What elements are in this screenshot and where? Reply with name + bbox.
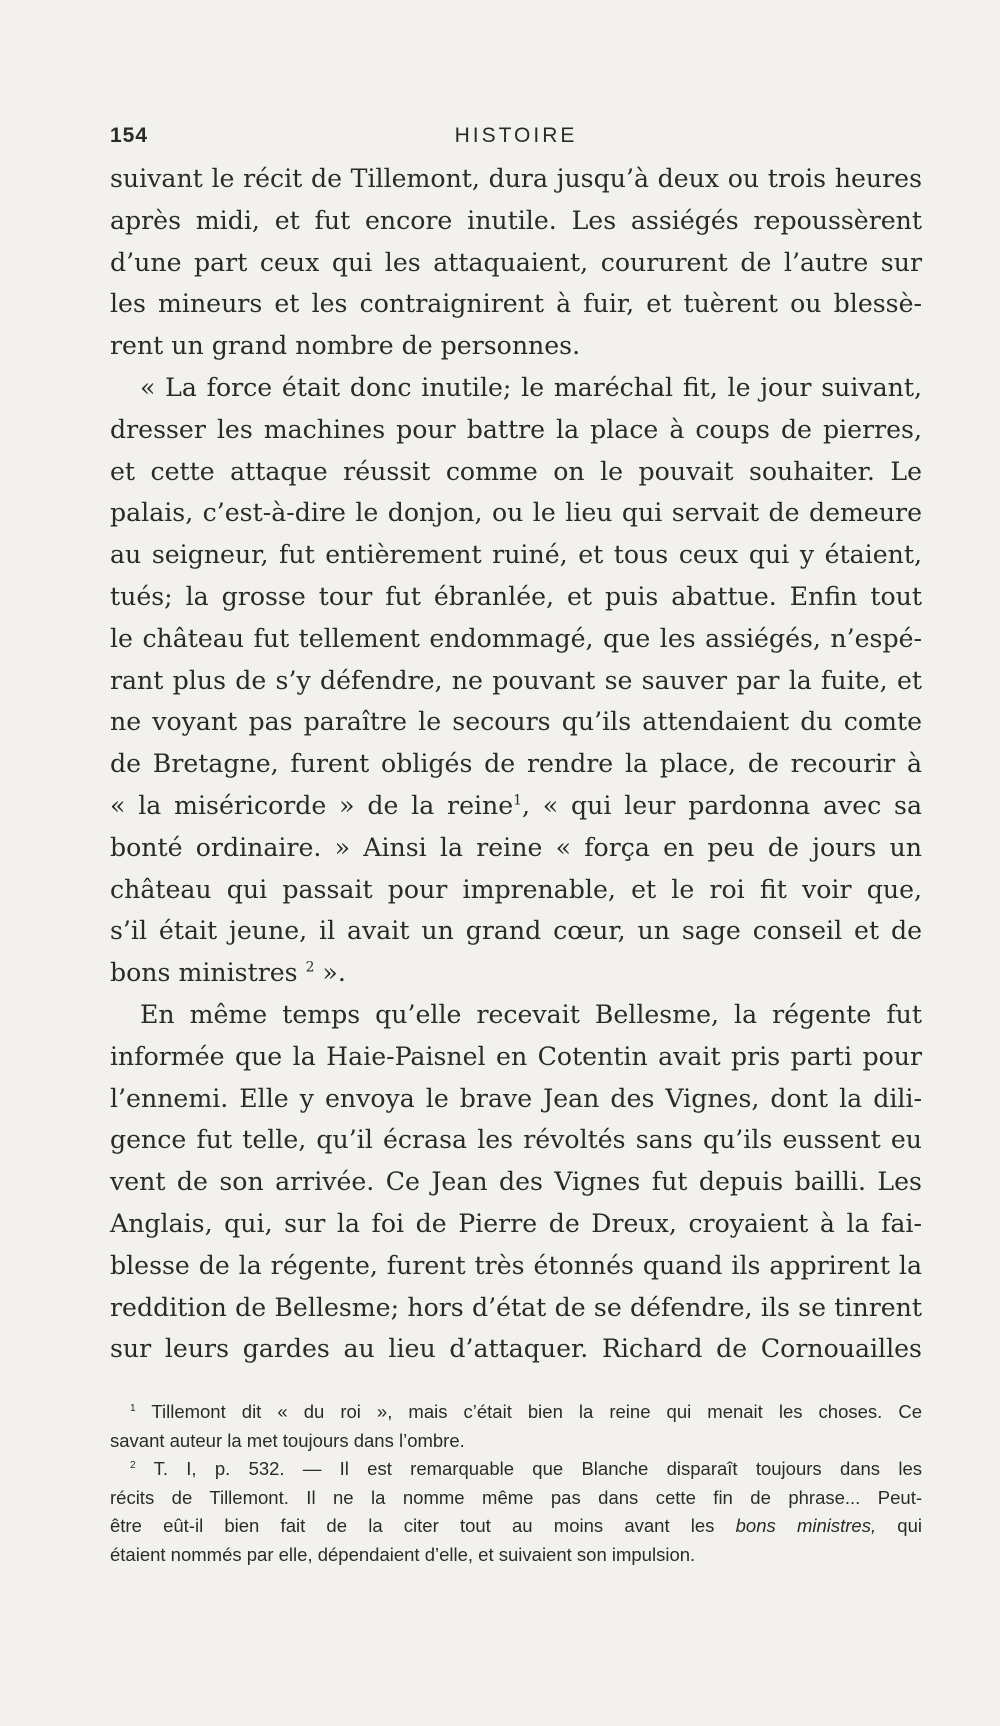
book-page — [110, 118, 922, 1570]
text-line: Anglais, qui, sur la foi de Pierre de Dreux, croyaient à la fai- — [110, 1208, 922, 1238]
text-fragment: « la miséricorde » de la reine — [110, 790, 514, 820]
body-text — [110, 158, 922, 1370]
running-title: HISTOIRE — [454, 124, 578, 147]
page-number: 154 — [110, 124, 149, 147]
text-line: palais, c’est-à-dire le donjon, ou le lieu qui servait de demeure — [110, 498, 922, 528]
text-line: château qui passait pour imprenable, et le roi fit voir que, — [110, 874, 922, 904]
text-line: rent un grand nombre de personnes. — [110, 331, 581, 361]
paragraph-3 — [110, 994, 922, 1370]
footnotes — [110, 1398, 922, 1570]
footnote-ref-1: 1 — [513, 792, 522, 809]
text-line — [110, 785, 922, 827]
text-line: « La force était donc inutile; le maréchal fit, le jour suivant, — [140, 372, 922, 402]
text-line: suivant le récit de Tillemont, dura jusqu’à deux ou trois heures — [110, 164, 922, 193]
text-line: le château fut tellement endommagé, que les assiégés, n’espé- — [110, 623, 922, 653]
text-line: informée que la Haie-Paisnel en Cotentin avait pris parti pour — [110, 1041, 922, 1071]
text-fragment: être eût-il bien fait de la citer tout au moins avant les — [110, 1515, 736, 1537]
text-fragment: bons ministres — [110, 958, 298, 988]
text-fragment: qui — [876, 1515, 922, 1537]
text-line: et cette attaque réussit comme on le pouvait souhaiter. Le — [110, 456, 922, 486]
paragraph-2 — [110, 367, 922, 994]
paragraph-1 — [110, 158, 922, 367]
footnote-ref-2: 2 — [305, 959, 315, 976]
text-line: bonté ordinaire. » Ainsi la reine « força en peu de jours un — [110, 832, 922, 862]
text-line: dresser les machines pour battre la place à coups de pierres, — [110, 414, 922, 444]
text-line: rant plus de s’y défendre, ne pouvant se sauver par la fuite, et — [110, 665, 922, 695]
footnote-line — [110, 1455, 922, 1484]
running-head — [110, 118, 922, 158]
footnote-line: savant auteur la met toujours dans l’ombre. — [110, 1429, 465, 1451]
text-fragment: T. I, p. 532. — Il est remarquable que Blanche disparaît toujours dans les — [135, 1458, 922, 1480]
text-line — [110, 952, 922, 994]
text-line: d’une part ceux qui les attaquaient, coururent de l’autre sur — [110, 247, 922, 277]
text-line: sur leurs gardes au lieu d’attaquer. Richard de Cornouailles — [110, 1334, 922, 1364]
footnote-marker: 2 — [130, 1460, 136, 1472]
text-line: tués; la grosse tour fut ébranlée, et puis abattue. Enfin tout — [110, 581, 922, 611]
text-fragment: ». — [314, 958, 346, 988]
footnote-1 — [110, 1398, 922, 1455]
text-fragment: Tillemont dit « du roi », mais c’était bien la reine qui menait les choses. Ce — [135, 1401, 922, 1423]
text-line: après midi, et fut encore inutile. Les assiégés repoussèrent — [110, 205, 922, 235]
text-line: au seigneur, fut entièrement ruiné, et tous ceux qui y étaient, — [110, 540, 922, 570]
text-emphasis: bons ministres, — [735, 1515, 877, 1537]
text-line: blesse de la régente, furent très étonnés quand ils apprirent la — [110, 1250, 922, 1280]
text-line: s’il était jeune, il avait un grand cœur, un sage conseil et de — [110, 916, 922, 946]
footnote-line: étaient nommés par elle, dépendaient d’elle, et suivaient son impulsion. — [110, 1544, 696, 1566]
text-line: gence fut telle, qu’il écrasa les révoltés sans qu’ils eussent eu — [110, 1125, 922, 1155]
text-fragment: , « qui leur pardonna avec sa — [522, 790, 922, 820]
text-line: de Bretagne, furent obligés de rendre la place, de recourir à — [110, 749, 922, 779]
text-line: En même temps qu’elle recevait Bellesme, la régente fut — [140, 999, 922, 1029]
footnote-2 — [110, 1455, 922, 1569]
footnote-line — [110, 1512, 922, 1541]
footnote-marker: 1 — [130, 1402, 136, 1414]
footnote-line — [110, 1398, 922, 1427]
text-line: l’ennemi. Elle y envoya le brave Jean des Vignes, dont la dili- — [110, 1083, 922, 1113]
text-line: vent de son arrivée. Ce Jean des Vignes fut depuis bailli. Les — [110, 1167, 922, 1197]
text-line: les mineurs et les contraignirent à fuir, et tuèrent ou blessè- — [110, 289, 922, 319]
text-line: reddition de Bellesme; hors d’état de se défendre, ils se tinrent — [110, 1292, 922, 1322]
footnote-line: récits de Tillemont. Il ne la nomme même pas dans cette fin de phrase... Peut- — [110, 1486, 922, 1508]
text-line: ne voyant pas paraître le secours qu’ils attendaient du comte — [110, 707, 922, 737]
